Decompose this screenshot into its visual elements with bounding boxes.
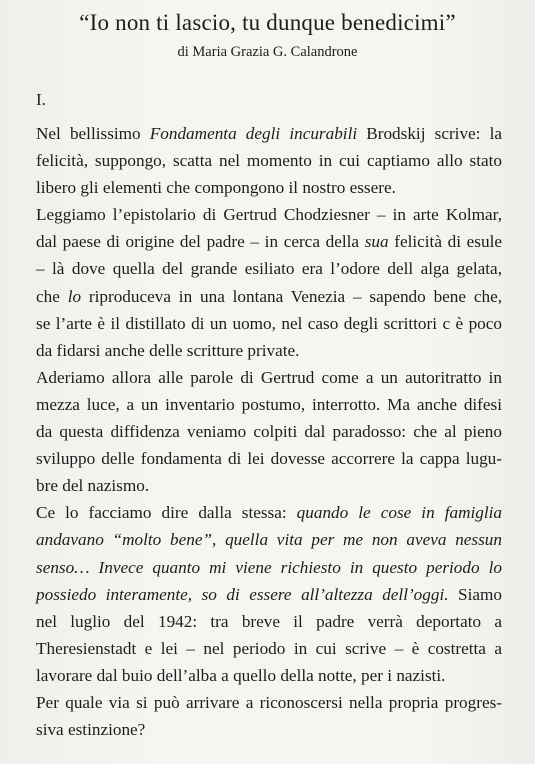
- text-segment: se l’arte è il distillato di un uomo, nel caso degli scrittori c è poco: [36, 313, 502, 333]
- italic-text: quando le cose in famiglia: [296, 503, 502, 523]
- text-segment: Theresienstadt e lei – nel periodo in cui scrive – è costretta a: [36, 638, 502, 658]
- text-segment: da questa diffidenza veniamo colpiti dal paradosso: che al pieno: [36, 422, 502, 442]
- text-line: [36, 147, 502, 174]
- text-line: [36, 472, 502, 499]
- text-line: [36, 364, 502, 391]
- text-line: [36, 635, 502, 662]
- text-segment: riproduceva in una lontana Venezia – sapendo bene che,: [81, 286, 502, 306]
- text-line: [36, 310, 502, 337]
- text-line: [36, 228, 502, 255]
- text-line: [36, 283, 502, 310]
- italic-text: Fondamenta degli incurabili: [149, 124, 358, 143]
- italic-text: senso… Invece quanto mi viene richiesto in questo periodo lo: [36, 557, 502, 577]
- text-line: [36, 445, 502, 472]
- text-line: [36, 337, 502, 364]
- text-line: [36, 201, 502, 228]
- text-segment: – là dove quella del grande esiliato era l’odore dell alga gelata,: [36, 259, 502, 279]
- text-line: [36, 554, 502, 581]
- author-byline: di Maria Grazia G. Calandrone: [177, 44, 358, 60]
- text-line: [36, 120, 502, 147]
- text-segment: da fidarsi anche delle scritture private.: [36, 340, 300, 360]
- essay-title: “Io non ti lascio, tu dunque benedicimi”: [79, 10, 456, 35]
- text-segment: Per quale via si può arrivare a riconoscersi nella propria progres-: [36, 692, 502, 712]
- italic-text: lo: [67, 286, 82, 306]
- text-segment: dal paese di origine del padre – in cerca della: [36, 232, 365, 252]
- text-line: [36, 716, 502, 743]
- italic-text: sua: [364, 232, 389, 252]
- text-line: [36, 418, 502, 445]
- text-segment: mezza luce, a un inventario postumo, interrotto. Ma anche difesi: [36, 394, 502, 414]
- text-line: [36, 174, 502, 201]
- italic-text: andavano “molto bene”, quella vita per me non aveva nessun: [36, 530, 502, 550]
- text-line: [36, 689, 502, 716]
- text-line: [36, 499, 502, 526]
- text-line: [36, 526, 502, 553]
- text-line: [36, 662, 502, 689]
- text-segment: Leggiamo l’epistolario di Gertrud Chodziesner – in arte Kolmar,: [36, 205, 502, 225]
- text-segment: che: [36, 286, 68, 306]
- text-segment: felicità di esule: [388, 232, 502, 252]
- text-line: [36, 581, 502, 608]
- italic-text: possiedo interamente, so di essere all’altezza dell’oggi.: [36, 584, 449, 604]
- text-segment: sviluppo delle fondamenta di lei dovesse accorrere la cappa lugu-: [36, 449, 502, 469]
- text-line: [36, 608, 502, 635]
- text-segment: lavorare dal buio dell’alba a quello della notte, per i nazisti.: [36, 665, 446, 685]
- text-segment: Aderiamo allora alle parole di Gertrud come a un autoritratto in: [36, 367, 502, 387]
- text-segment: bre del nazismo.: [36, 476, 150, 496]
- text-segment: nel luglio del 1942: tra breve il padre verrà deportato a: [36, 611, 502, 631]
- text-line: [36, 391, 502, 418]
- text-segment: libero gli elementi che compongono il nostro essere.: [36, 178, 396, 198]
- text-segment: Nel bellissimo: [36, 124, 150, 143]
- text-segment: Brodskij scrive: la: [357, 124, 502, 143]
- essay-body: [36, 120, 502, 743]
- text-segment: Siamo: [448, 584, 502, 604]
- text-line: [36, 255, 502, 282]
- section-number: I.: [36, 90, 46, 109]
- text-segment: felicità, suppongo, scatta nel momento in cui captiamo allo stato: [36, 151, 502, 171]
- text-segment: siva estinzione?: [36, 720, 146, 740]
- text-segment: Ce lo facciamo dire dalla stessa:: [36, 503, 297, 523]
